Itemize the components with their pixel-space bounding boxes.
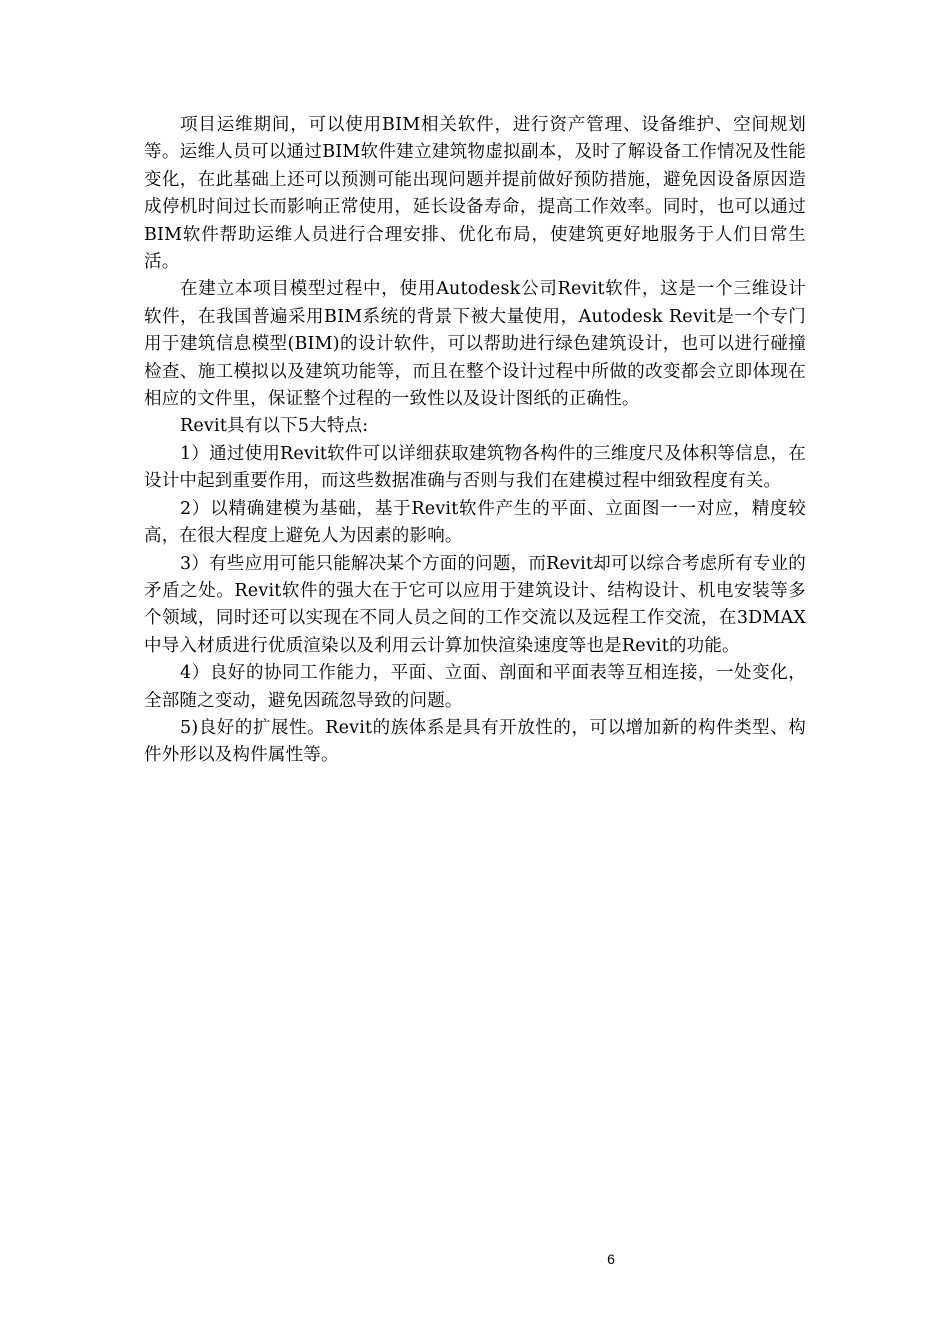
paragraph-feature-3: 3）有些应用可能只能解决某个方面的问题，而Revit却可以综合考虑所有专业的矛盾之处。Revit软件的强大在于它可以应用于建筑设计、结构设计、机电安装等多个领域，同时还可以实现在不同人员之间的工作交流以及远程工作交流，在3DMAX中导入材质进行优质渲染以及利用云计算加快渲染速度等也是Revit的功能。 — [144, 553, 806, 656]
paragraph-features-heading: Revit具有以下5大特点: — [180, 416, 369, 437]
body-text — [144, 112, 806, 770]
paragraph-operations: 项目运维期间，可以使用BIM相关软件，进行资产管理、设备维护、空间规划等。运维人员可以通过BIM软件建立建筑物虚拟副本，及时了解设备工作情况及性能变化，在此基础上还可以预测可能出现问题并提前做好预防措施，避免因设备原因造成停机时间过长而影响正常使用，延长设备寿命，提高工作效率。同时，也可以通过BIM软件帮助运维人员进行合理安排、优化布局，使建筑更好地服务于人们日常生活。 — [144, 115, 806, 273]
paragraph-revit-intro: 在建立本项目模型过程中，使用Autodesk公司Revit软件，这是一个三维设计软件，在我国普遍采用BIM系统的背景下被大量使用，Autodesk Revit是一个专门用于建筑信息模型(BIM)的设计软件，可以帮助进行绿色建筑设计，也可以进行碰撞检查、施工模拟以及建筑功能等，而且在整个设计过程中所做的改变都会立即体现在相应的文件里，保证整个过程的一致性以及设计图纸的正确性。 — [144, 279, 806, 410]
paragraph-feature-5: 5)良好的扩展性。Revit的族体系是具有开放性的，可以增加新的构件类型、构件外形以及构件属性等。 — [144, 717, 806, 766]
paragraph-feature-2: 2）以精确建模为基础，基于Revit软件产生的平面、立面图一一对应，精度较高，在很大程度上避免人为因素的影响。 — [144, 498, 806, 547]
paragraph-feature-1: 1）通过使用Revit软件可以详细获取建筑物各构件的三维度尺及体积等信息，在设计中起到重要作用，而这些数据准确与否则与我们在建模过程中细致程度有关。 — [144, 443, 806, 492]
paragraph-feature-4: 4）良好的协同工作能力，平面、立面、剖面和平面表等互相连接，一处变化，全部随之变动，避免因疏忽导致的问题。 — [144, 663, 806, 711]
page-number: 6 — [607, 1251, 615, 1267]
